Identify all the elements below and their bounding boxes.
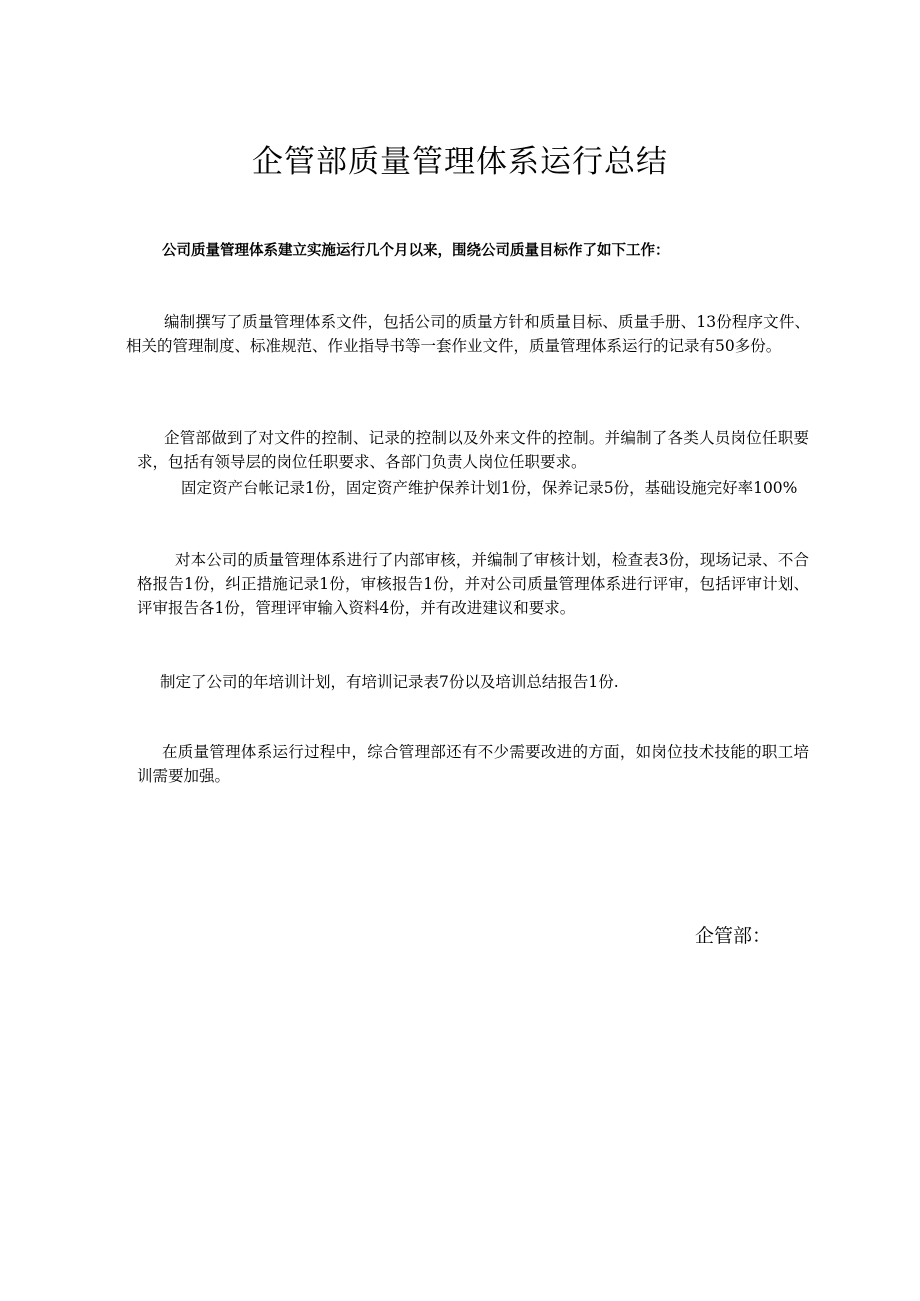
paragraph-document-control: 企管部做到了对文件的控制、记录的控制以及外来文件的控制。并编制了各类人员岗位任职要求，包括有领导层的岗位任职要求、各部门负责人岗位任职要求。 xyxy=(137,429,809,471)
paragraph-internal-audit: 对本公司的质量管理体系进行了内部审核，并编制了审核计划，检查表3份，现场记录、不合格报告1份，纠正措施记录1份，审核报告1份，并对公司质量管理体系进行评审，包括评审计划、评审报告各1份，管理评审输入资料4份，并有改进建议和要求。 xyxy=(137,551,809,617)
page-title: 企管部质量管理体系运行总结 xyxy=(252,144,668,180)
paragraph-improvements: 在质量管理体系运行过程中，综合管理部还有不少需要改进的方面，如岗位技术技能的职工培训需要加强。 xyxy=(137,743,809,785)
paragraph-documents: 编制撰写了质量管理体系文件，包括公司的质量方针和质量目标、质量手册、13份程序文件、相关的管理制度、标准规范、作业指导书等一套作业文件，质量管理体系运行的记录有50多份。 xyxy=(126,313,810,355)
paragraph-fixed-assets: 固定资产台帐记录1份，固定资产维护保养计划1份，保养记录5份，基础设施完好率100% xyxy=(181,479,798,497)
intro-paragraph: 公司质量管理体系建立实施运行几个月以来，围绕公司质量目标作了如下工作： xyxy=(162,243,670,259)
signature: 企管部： xyxy=(695,925,772,947)
paragraph-training-plan: 制定了公司的年培训计划，有培训记录表7份以及培训总结报告1份. xyxy=(160,673,619,691)
